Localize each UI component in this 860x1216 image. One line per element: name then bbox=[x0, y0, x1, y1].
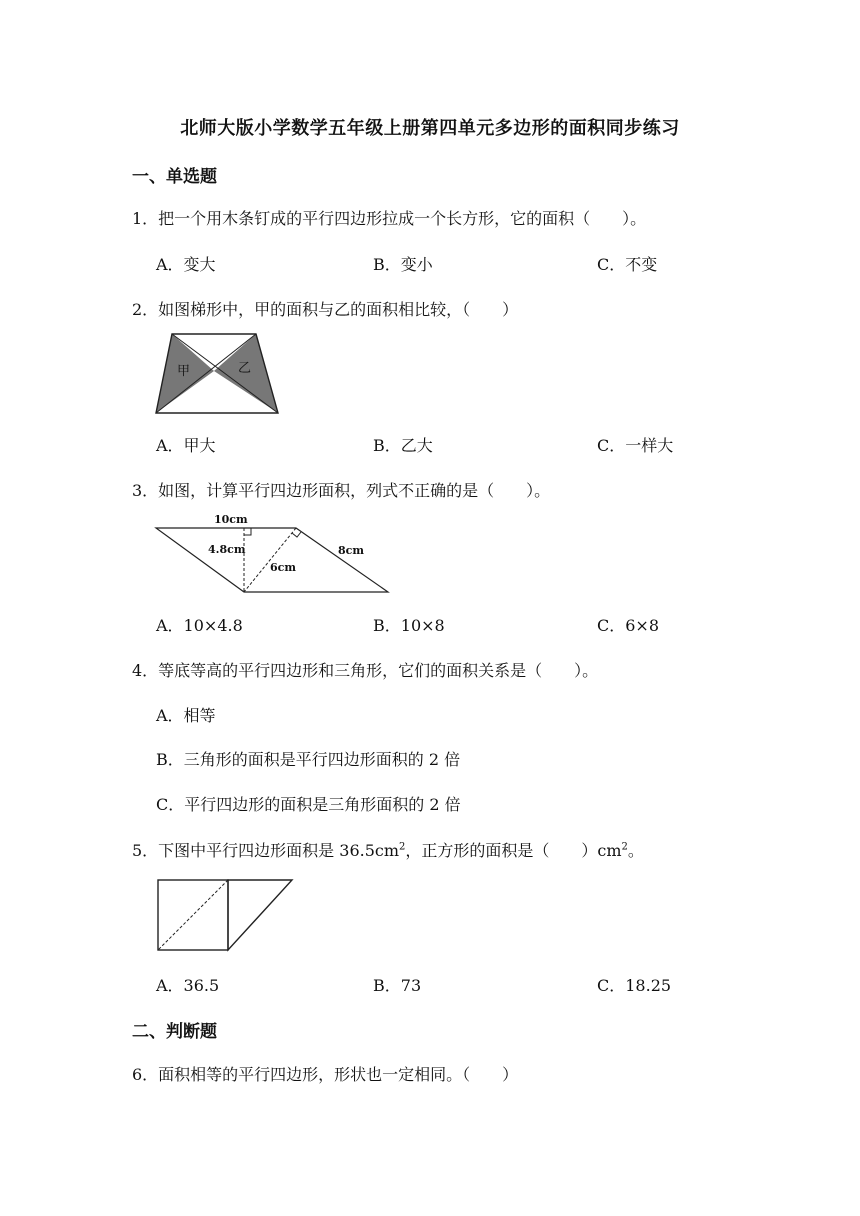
question-4-text: 4．等底等高的平行四边形和三角形，它们的面积关系是（ ）。 bbox=[132, 661, 599, 680]
question-6-text: 6．面积相等的平行四边形，形状也一定相同。（ ） bbox=[132, 1065, 519, 1084]
label-jia: 甲 bbox=[177, 364, 191, 379]
trapezoid-figure bbox=[150, 330, 286, 420]
question-5-text-suffix: 。 bbox=[627, 841, 644, 860]
right-angle-mark-1 bbox=[244, 528, 251, 535]
question-5-text-prefix: 5．下图中平行四边形面积是 36.5cm bbox=[132, 841, 400, 860]
question-3-option-c[interactable]: C．6×8 bbox=[597, 616, 660, 635]
question-3-option-a[interactable]: A．10×4.8 bbox=[156, 616, 243, 635]
question-2-option-c[interactable]: C．一样大 bbox=[597, 436, 674, 455]
label-10cm: 10cm bbox=[214, 513, 248, 526]
section-heading-single-choice: 一、单选题 bbox=[132, 167, 217, 187]
question-4-option-b[interactable]: B．三角形的面积是平行四边形面积的 2 倍 bbox=[156, 750, 461, 769]
superscript-2: 2 bbox=[399, 841, 406, 853]
page-title: 北师大版小学数学五年级上册第四单元多边形的面积同步练习 bbox=[180, 118, 680, 139]
question-2-option-b[interactable]: B．乙大 bbox=[373, 436, 433, 455]
question-2-option-a[interactable]: A．甲大 bbox=[156, 436, 216, 455]
label-yi: 乙 bbox=[238, 361, 252, 376]
square-parallelogram-figure bbox=[152, 874, 298, 954]
parallelogram-figure bbox=[150, 510, 400, 600]
section-heading-true-false: 二、判断题 bbox=[132, 1022, 217, 1042]
label-6cm: 6cm bbox=[270, 561, 296, 574]
question-5-option-c[interactable]: C．18.25 bbox=[597, 976, 672, 995]
question-1-text: 1．把一个用木条钉成的平行四边形拉成一个长方形，它的面积（ ）。 bbox=[132, 209, 647, 228]
question-1-option-c[interactable]: C．不变 bbox=[597, 255, 658, 274]
square-diagonal bbox=[158, 880, 228, 950]
question-4-option-c[interactable]: C．平行四边形的面积是三角形面积的 2 倍 bbox=[156, 795, 461, 814]
question-2-text: 2．如图梯形中，甲的面积与乙的面积相比较，（ ） bbox=[132, 300, 519, 319]
height-line-6cm bbox=[244, 528, 296, 592]
question-3-option-b[interactable]: B．10×8 bbox=[373, 616, 445, 635]
question-1-option-a[interactable]: A．变大 bbox=[156, 255, 216, 274]
parallelogram-outline bbox=[156, 528, 388, 592]
question-5-option-b[interactable]: B．73 bbox=[373, 976, 422, 995]
question-4-option-a[interactable]: A．相等 bbox=[156, 706, 216, 725]
question-5-option-a[interactable]: A．36.5 bbox=[156, 976, 220, 995]
question-5-text bbox=[132, 838, 644, 861]
right-angle-mark-2 bbox=[292, 532, 301, 537]
label-4-8cm: 4.8cm bbox=[208, 543, 246, 556]
triangle-outline bbox=[228, 880, 292, 950]
label-8cm: 8cm bbox=[338, 544, 364, 557]
superscript-2: 2 bbox=[621, 841, 628, 853]
question-1-option-b[interactable]: B．变小 bbox=[373, 255, 433, 274]
square-outline bbox=[158, 880, 228, 950]
question-5-text-middle: ，正方形的面积是（ ）cm bbox=[405, 841, 622, 860]
question-3-text: 3．如图，计算平行四边形面积，列式不正确的是（ ）。 bbox=[132, 481, 551, 500]
